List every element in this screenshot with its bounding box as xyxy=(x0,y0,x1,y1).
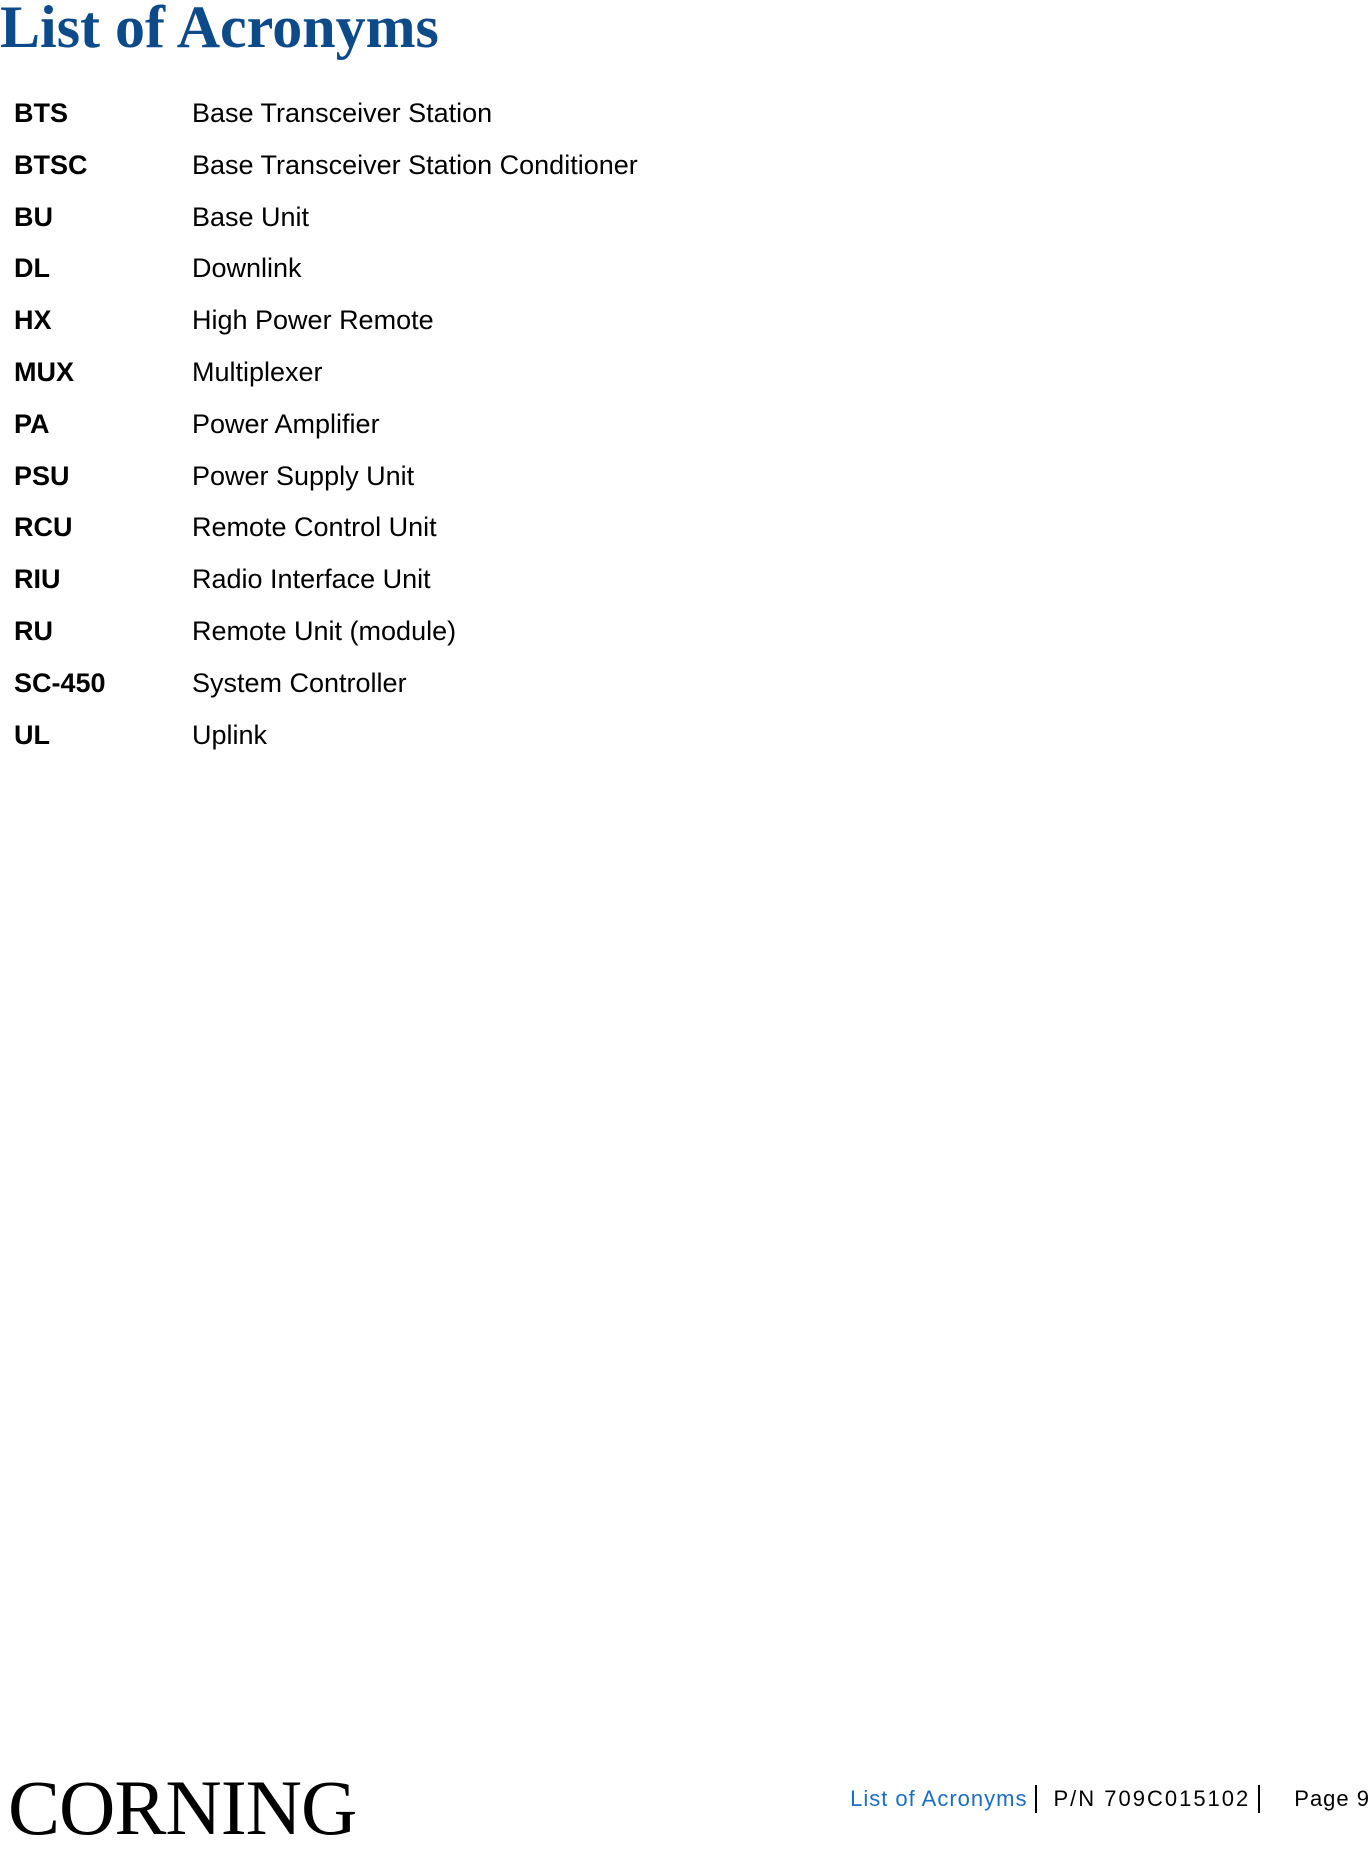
acronym-term: BTS xyxy=(14,98,68,128)
acronym-term: HX xyxy=(14,305,52,336)
acronym-row xyxy=(14,667,914,719)
acronym-definition: Power Amplifier xyxy=(192,408,380,439)
footer-section-title: List of Acronyms xyxy=(850,1786,1028,1811)
acronym-row xyxy=(14,615,914,667)
footer-divider xyxy=(1258,1785,1260,1813)
acronym-term: RCU xyxy=(14,512,73,543)
corning-logo: CORNING xyxy=(8,1764,357,1851)
acronym-term: BTSC xyxy=(14,149,88,180)
acronym-definition: Remote Control Unit xyxy=(192,512,437,543)
acronym-definition: Radio Interface Unit xyxy=(192,564,431,595)
acronym-term: RIU xyxy=(14,564,61,595)
acronym-list xyxy=(14,97,914,770)
footer-part-number: P/N 709C015102 xyxy=(1053,1786,1251,1811)
acronym-row xyxy=(14,719,914,771)
acronym-row xyxy=(14,356,914,408)
acronym-term: UL xyxy=(14,719,50,750)
acronym-row xyxy=(14,511,914,563)
acronym-row xyxy=(14,149,914,201)
page-title: List of Acronyms xyxy=(0,0,439,60)
acronym-term: MUX xyxy=(14,356,74,387)
acronym-definition: Downlink xyxy=(192,253,302,284)
acronym-row xyxy=(14,201,914,253)
page-footer xyxy=(850,1784,1370,1814)
acronym-row xyxy=(14,460,914,512)
footer-divider xyxy=(1035,1785,1037,1813)
acronym-definition: High Power Remote xyxy=(192,305,434,336)
acronym-term: DL xyxy=(14,253,50,284)
acronym-term: PA xyxy=(14,408,50,439)
acronym-definition: Base Unit xyxy=(192,201,310,232)
acronym-term: BU xyxy=(14,201,53,232)
acronym-row xyxy=(14,408,914,460)
acronym-definition: Base Transceiver Station xyxy=(192,98,493,128)
acronym-term: PSU xyxy=(14,460,70,491)
acronym-row xyxy=(14,252,914,304)
acronym-row xyxy=(14,563,914,615)
acronym-definition: Base Transceiver Station Conditioner xyxy=(192,149,638,180)
acronym-term: RU xyxy=(14,615,53,646)
acronym-row xyxy=(14,304,914,356)
acronym-definition: Remote Unit (module) xyxy=(192,615,457,646)
acronym-term: SC-450 xyxy=(14,667,106,698)
acronym-definition: System Controller xyxy=(192,667,407,698)
acronym-definition: Power Supply Unit xyxy=(192,460,415,491)
acronym-definition: Uplink xyxy=(192,719,268,750)
acronym-row xyxy=(14,97,914,149)
footer-page-number: Page 9 xyxy=(1294,1786,1370,1811)
acronym-definition: Multiplexer xyxy=(192,356,323,387)
